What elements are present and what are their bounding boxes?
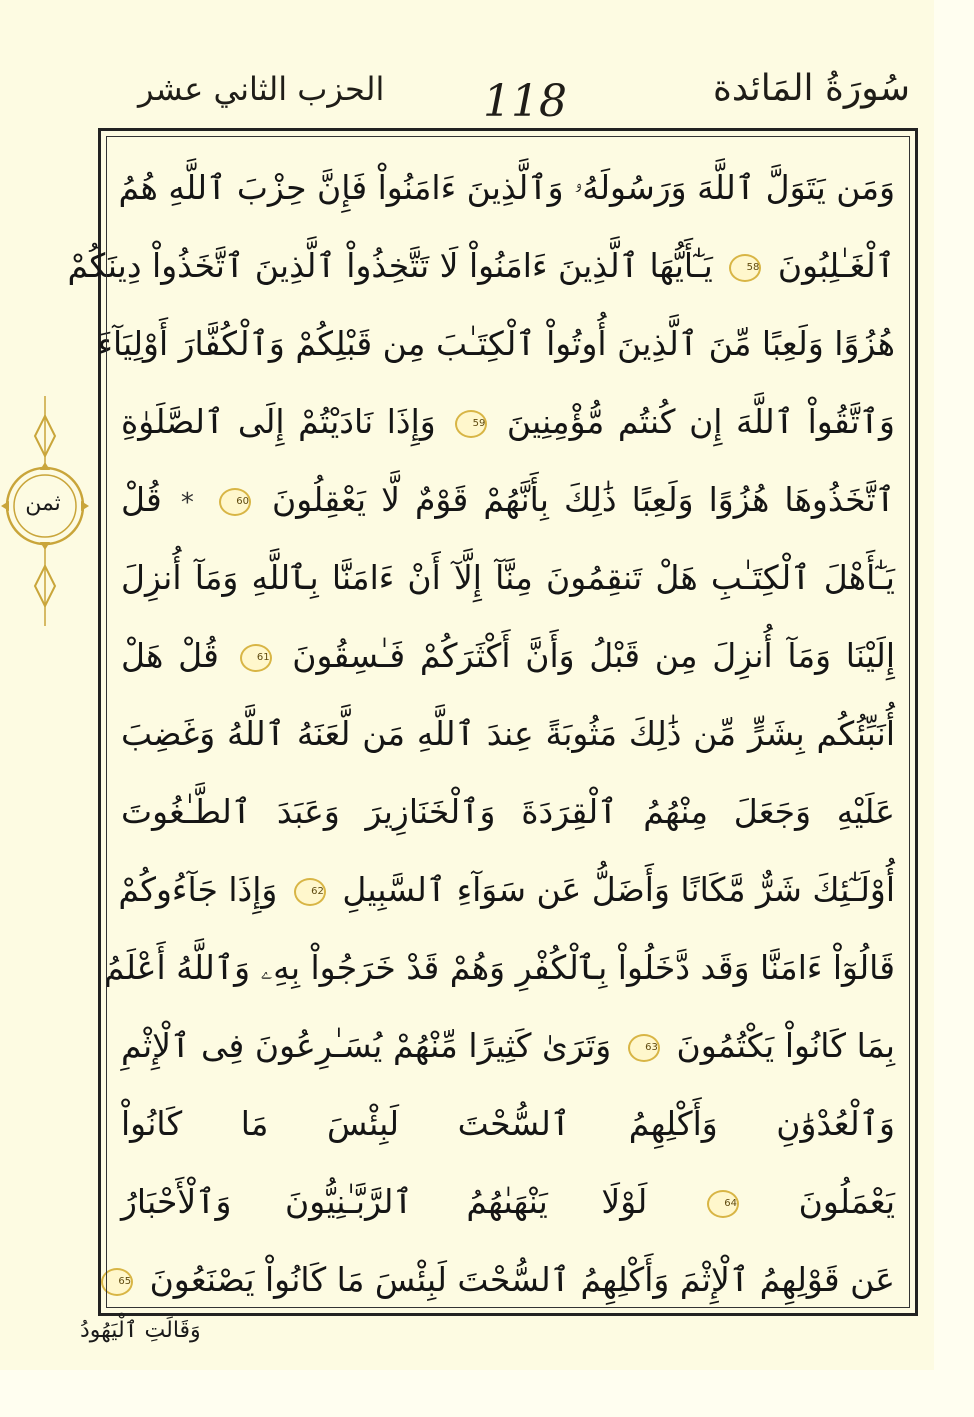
verse-text: يَـٰٓأَهْلَ ٱلْكِتَـٰبِ هَلْ تَنقِمُونَ مِنَّآ إِلَّآ أَنْ ءَامَنَّا بِٱللَّهِ وَمَآ أُنزِلَ: [121, 558, 895, 597]
page-header: [98, 60, 920, 130]
verse-line: [118, 855, 895, 933]
surah-name: سُورَةُ المَائدة: [713, 68, 910, 109]
verse-text: وَٱلْعُدْوَٰنِ وَأَكْلِهِمُ ٱلسُّحْتَ لَبِئْسَ مَا كَانُواْ: [121, 1104, 895, 1143]
section-star-icon: *: [180, 488, 194, 518]
verse-line: [121, 621, 895, 699]
verse-line: [121, 387, 895, 465]
verse-text: ٱتَّخَذُوهَا هُزُوًا وَلَعِبًا ذَٰلِكَ بِأَنَّهُمْ قَوْمٌ لَّا يَعْقِلُونَ: [272, 480, 895, 519]
verse-line: [103, 933, 895, 1011]
verse-text: وَتَرَىٰ كَثِيرًا مِّنْهُمْ يُسَـٰرِعُونَ فِى ٱلْإِثْمِ: [121, 1026, 612, 1065]
verse-text: إِلَيْنَا وَمَآ أُنزِلَ مِن قَبْلُ وَأَنَّ أَكْثَرَكُمْ فَـٰسِقُونَ: [292, 636, 895, 675]
verse-text: بِمَا كَانُواْ يَكْتُمُونَ: [676, 1026, 895, 1065]
verse-line: [121, 465, 895, 543]
verse-text: وَإِذَا جَآءُوكُمْ: [118, 870, 278, 909]
verse-text: قُلْ: [121, 480, 162, 519]
ayah-number-marker: 58: [729, 254, 761, 282]
verse-text: ٱلْغَـٰلِبُونَ: [777, 246, 895, 285]
thumn-label: ثمن: [25, 491, 61, 516]
verse-text: هُزُوًا وَلَعِبًا مِّنَ ٱلَّذِينَ أُوتُواْ ٱلْكِتَـٰبَ مِن قَبْلِكُمْ وَٱلْكُفَّارَ أَوْلِيَآءَ: [97, 324, 895, 363]
verse-line: [118, 153, 895, 231]
ayah-number-marker: 59: [455, 410, 487, 438]
verse-text: أُنَبِّئُكُم بِشَرٍّ مِّن ذَٰلِكَ مَثُوبَةً عِندَ ٱللَّهِ مَن لَّعَنَهُ ٱللَّهُ وَغَضِبَ: [121, 714, 895, 753]
verse-text: قَالُوٓاْ ءَامَنَّا وَقَد دَّخَلُواْ بِٱلْكُفْرِ وَهُمْ قَدْ خَرَجُواْ بِهِۦ وَٱللَّهُ أَعْلَمُ: [103, 948, 895, 987]
ayah-number-marker: 65: [101, 1268, 133, 1296]
verse-lines: [67, 153, 895, 1323]
verse-text: وَٱتَّقُواْ ٱللَّهَ إِن كُنتُم مُّؤْمِنِينَ: [506, 402, 895, 441]
verse-text: يَـٰٓأَيُّهَا ٱلَّذِينَ ءَامَنُواْ لَا تَتَّخِذُواْ ٱلَّذِينَ ٱتَّخَذُواْ دِينَكُمْ: [67, 246, 713, 285]
verse-line: [118, 1245, 895, 1323]
verse-text: وَمَن يَتَوَلَّ ٱللَّهَ وَرَسُولَهُۥ وَٱلَّذِينَ ءَامَنُواْ فَإِنَّ حِزْبَ ٱللَّهِ هُمُ: [118, 168, 895, 207]
verse-line: [121, 777, 895, 855]
thumn-ornament: [0, 396, 90, 626]
ayah-number-marker: 61: [240, 644, 272, 672]
text-frame: [67, 128, 918, 1316]
verse-text: عَلَيْهِ وَجَعَلَ مِنْهُمُ ٱلْقِرَدَةَ وَٱلْخَنَازِيرَ وَعَبَدَ ٱلطَّـٰغُوتَ: [121, 792, 895, 831]
verse-line: [121, 1089, 895, 1167]
catchword: وَقَالَتِ ٱلْيَهُودُ: [80, 1318, 201, 1343]
verse-line: [97, 309, 895, 387]
verse-line: [67, 231, 895, 309]
verse-line: [121, 1011, 895, 1089]
ayah-number-marker: 60: [219, 488, 251, 516]
verse-line: [121, 1167, 895, 1245]
verse-text: قُلْ هَلْ: [121, 636, 219, 675]
ayah-number-marker: 64: [707, 1190, 739, 1218]
hizb-name: الحزب الثاني عشر: [138, 70, 385, 108]
verse-line: [121, 699, 895, 777]
verse-text: وَإِذَا نَادَيْتُمْ إِلَى ٱلصَّلَوٰةِ: [121, 402, 436, 441]
verse-text: يَعْمَلُونَ: [798, 1182, 895, 1221]
verse-text: لَوْلَا يَنْهَىٰهُمُ ٱلرَّبَّـٰنِيُّونَ وَٱلْأَحْبَارُ: [121, 1182, 648, 1221]
page-number: 118: [483, 76, 567, 127]
verse-text: أُوْلَـٰٓئِكَ شَرٌّ مَّكَانًا وَأَضَلُّ عَن سَوَآءِ ٱلسَّبِيلِ: [342, 870, 895, 909]
ayah-number-marker: 63: [628, 1034, 660, 1062]
ayah-number-marker: 62: [294, 878, 326, 906]
verse-text: عَن قَوْلِهِمُ ٱلْإِثْمَ وَأَكْلِهِمُ ٱلسُّحْتَ لَبِئْسَ مَا كَانُواْ يَصْنَعُونَ: [149, 1260, 895, 1299]
verse-line: [121, 543, 895, 621]
